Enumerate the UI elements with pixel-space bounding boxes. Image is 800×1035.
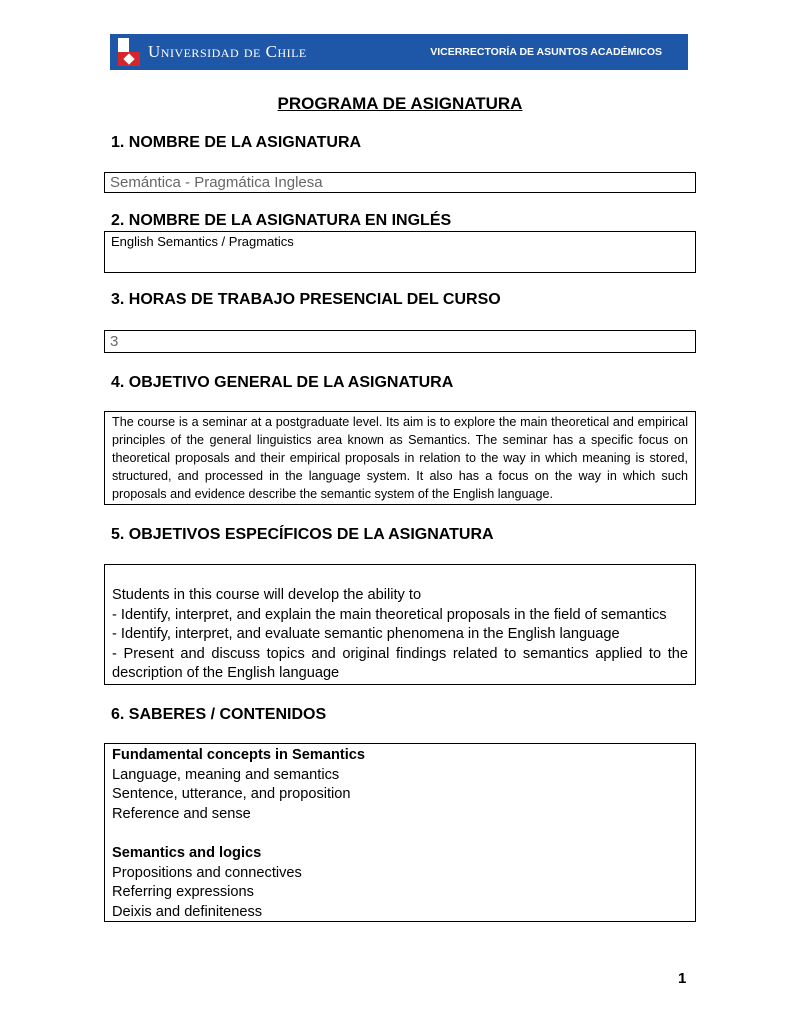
content-group-title: Fundamental concepts in Semantics: [112, 747, 366, 763]
office-name: VICERRECTORÍA DE ASUNTOS ACADÉMICOS: [430, 46, 662, 58]
content-item: Deixis and definiteness: [112, 903, 263, 920]
general-objective-box: [104, 411, 696, 505]
header-banner: [110, 34, 688, 70]
content-group-title: Semantics and logics: [112, 844, 262, 861]
content-item: Referring expressions: [112, 884, 254, 901]
section-5-heading: 5. OBJETIVOS ESPECÍFICOS DE LA ASIGNATURA: [111, 526, 494, 543]
objective-line: Students in this course will develop the ability to: [112, 587, 422, 603]
english-name-box: [104, 231, 696, 273]
university-name: Universidad de Chile: [148, 42, 307, 61]
contents-box: [104, 743, 696, 922]
objective-line: description of the English language: [112, 665, 340, 682]
content-item: Language, meaning and semantics: [112, 766, 340, 783]
page-title: PROGRAMA DE ASIGNATURA: [277, 94, 523, 113]
section-3-heading: 3. HORAS DE TRABAJO PRESENCIAL DEL CURSO: [111, 291, 501, 308]
content-item: Propositions and connectives: [112, 864, 302, 881]
objective-line: - Identify, interpret, and evaluate semantic phenomena in the English language: [112, 626, 620, 643]
section-6-heading: 6. SABERES / CONTENIDOS: [111, 706, 327, 723]
course-name-box: [104, 172, 696, 193]
specific-objectives-box: [104, 564, 696, 685]
objective-line: - Identify, interpret, and explain the main theoretical proposals in the field of semantics: [112, 606, 667, 623]
content-item: Reference and sense: [112, 805, 251, 822]
section-4-heading: 4. OBJETIVO GENERAL DE LA ASIGNATURA: [111, 374, 454, 391]
objective-line: - Present and discuss topics and original findings related to semantics applied to the: [112, 645, 688, 662]
page-number: 1: [678, 970, 687, 987]
english-name-value: English Semantics / Pragmatics: [111, 234, 294, 249]
general-objective-text: The course is a seminar at a postgraduate level. Its aim is to explore the main theoretical and empirical principles of the general linguistics area known as Semantics. The seminar has a specific focus on theoretical proposals and their empirical proposals in relation to the way in which meaning is stored, structured, and processed in the language system. It also has a focus on the way in which such proposals and evidence describe the semantic system of the English language.: [112, 415, 688, 501]
content-item: Sentence, utterance, and proposition: [112, 786, 351, 803]
section-1-heading: 1. NOMBRE DE LA ASIGNATURA: [111, 134, 362, 151]
section-2-heading: 2. NOMBRE DE LA ASIGNATURA EN INGLÉS: [111, 212, 452, 229]
hours-box: [104, 330, 696, 353]
university-seal-icon: [118, 38, 140, 66]
hours-value: 3: [110, 333, 119, 350]
course-name-value: Semántica - Pragmática Inglesa: [110, 174, 323, 191]
